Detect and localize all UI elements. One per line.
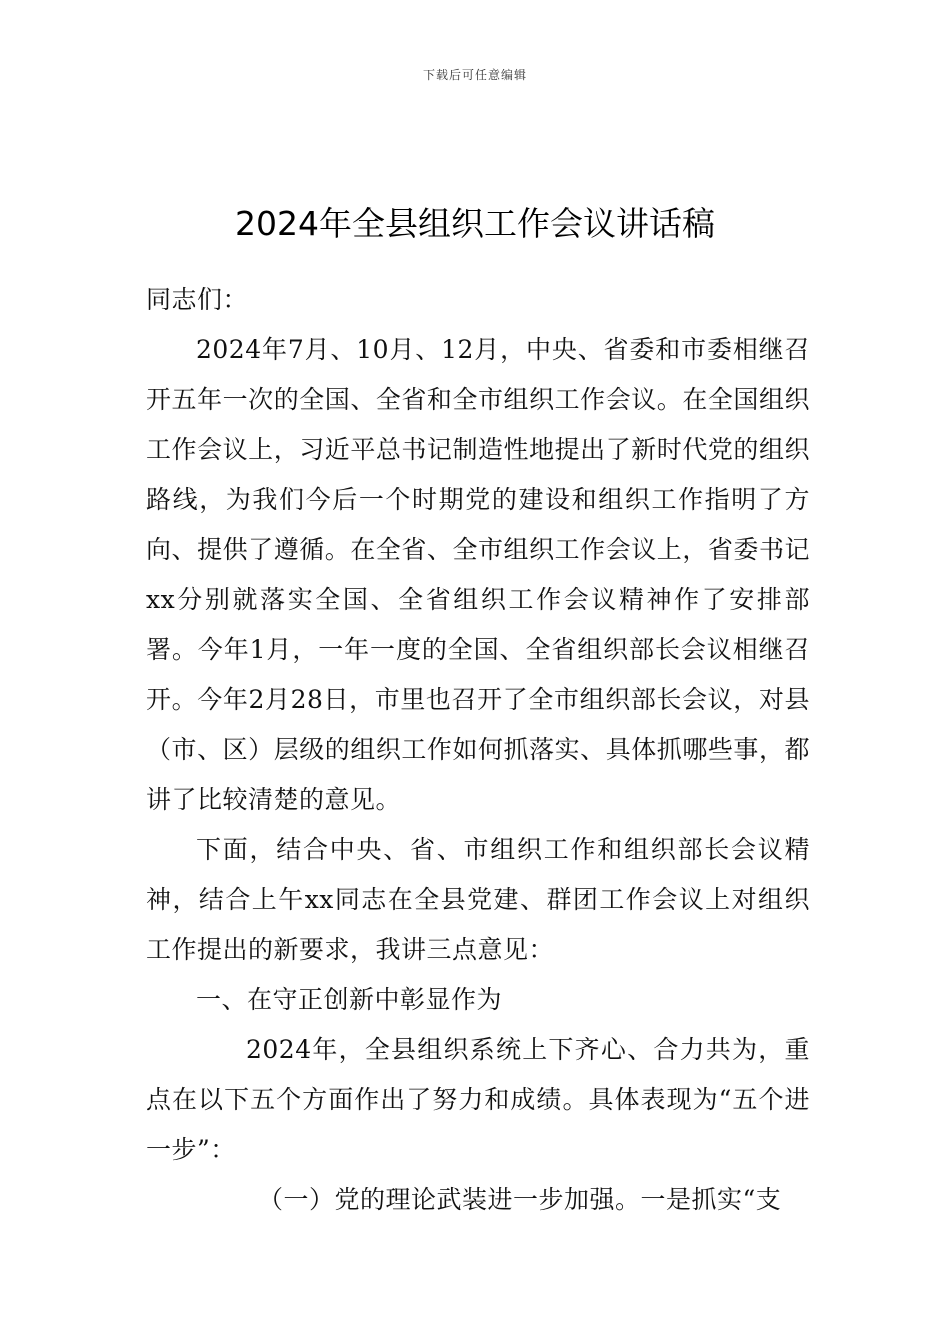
document-title: 2024年全县组织工作会议讲话稿: [235, 204, 715, 244]
subsection-start: （一）党的理论武装进一步加强。一是抓实“支: [258, 1185, 782, 1214]
page-header-note: 下载后可任意编辑: [422, 68, 527, 82]
section-paragraph: 2024年，全县组织系统上下齐心、合力共为，重点在以下五个方面作出了努力和成绩。具体表现为“五个进一步”：: [146, 1035, 810, 1164]
section-heading: 一、在守正创新中彰显作为: [196, 985, 503, 1014]
document-body: [146, 275, 810, 1225]
salutation: 同志们：: [146, 285, 249, 314]
body-paragraph-1: 2024年7月、10月、12月，中央、省委和市委相继召开五年一次的全国、全省和全市组织工作会议。在全国组织工作会议上，习近平总书记制造性地提出了新时代党的组织路线，为我们今后一个时期党的建设和组织工作指明了方向、提供了遵循。在全省、全市组织工作会议上，省委书记xx分别就落实全国、全省组织工作会议精神作了安排部署。今年1月，一年一度的全国、全省组织部长会议相继召开。今年2月28日，市里也召开了全市组织部长会议，对县（市、区）层级的组织工作如何抓落实、具体抓哪些事，都讲了比较清楚的意见。: [146, 335, 810, 814]
body-paragraph-2: 下面，结合中央、省、市组织工作和组织部长会议精神，结合上午xx同志在全县党建、群团工作会议上对组织工作提出的新要求，我讲三点意见：: [146, 835, 810, 964]
